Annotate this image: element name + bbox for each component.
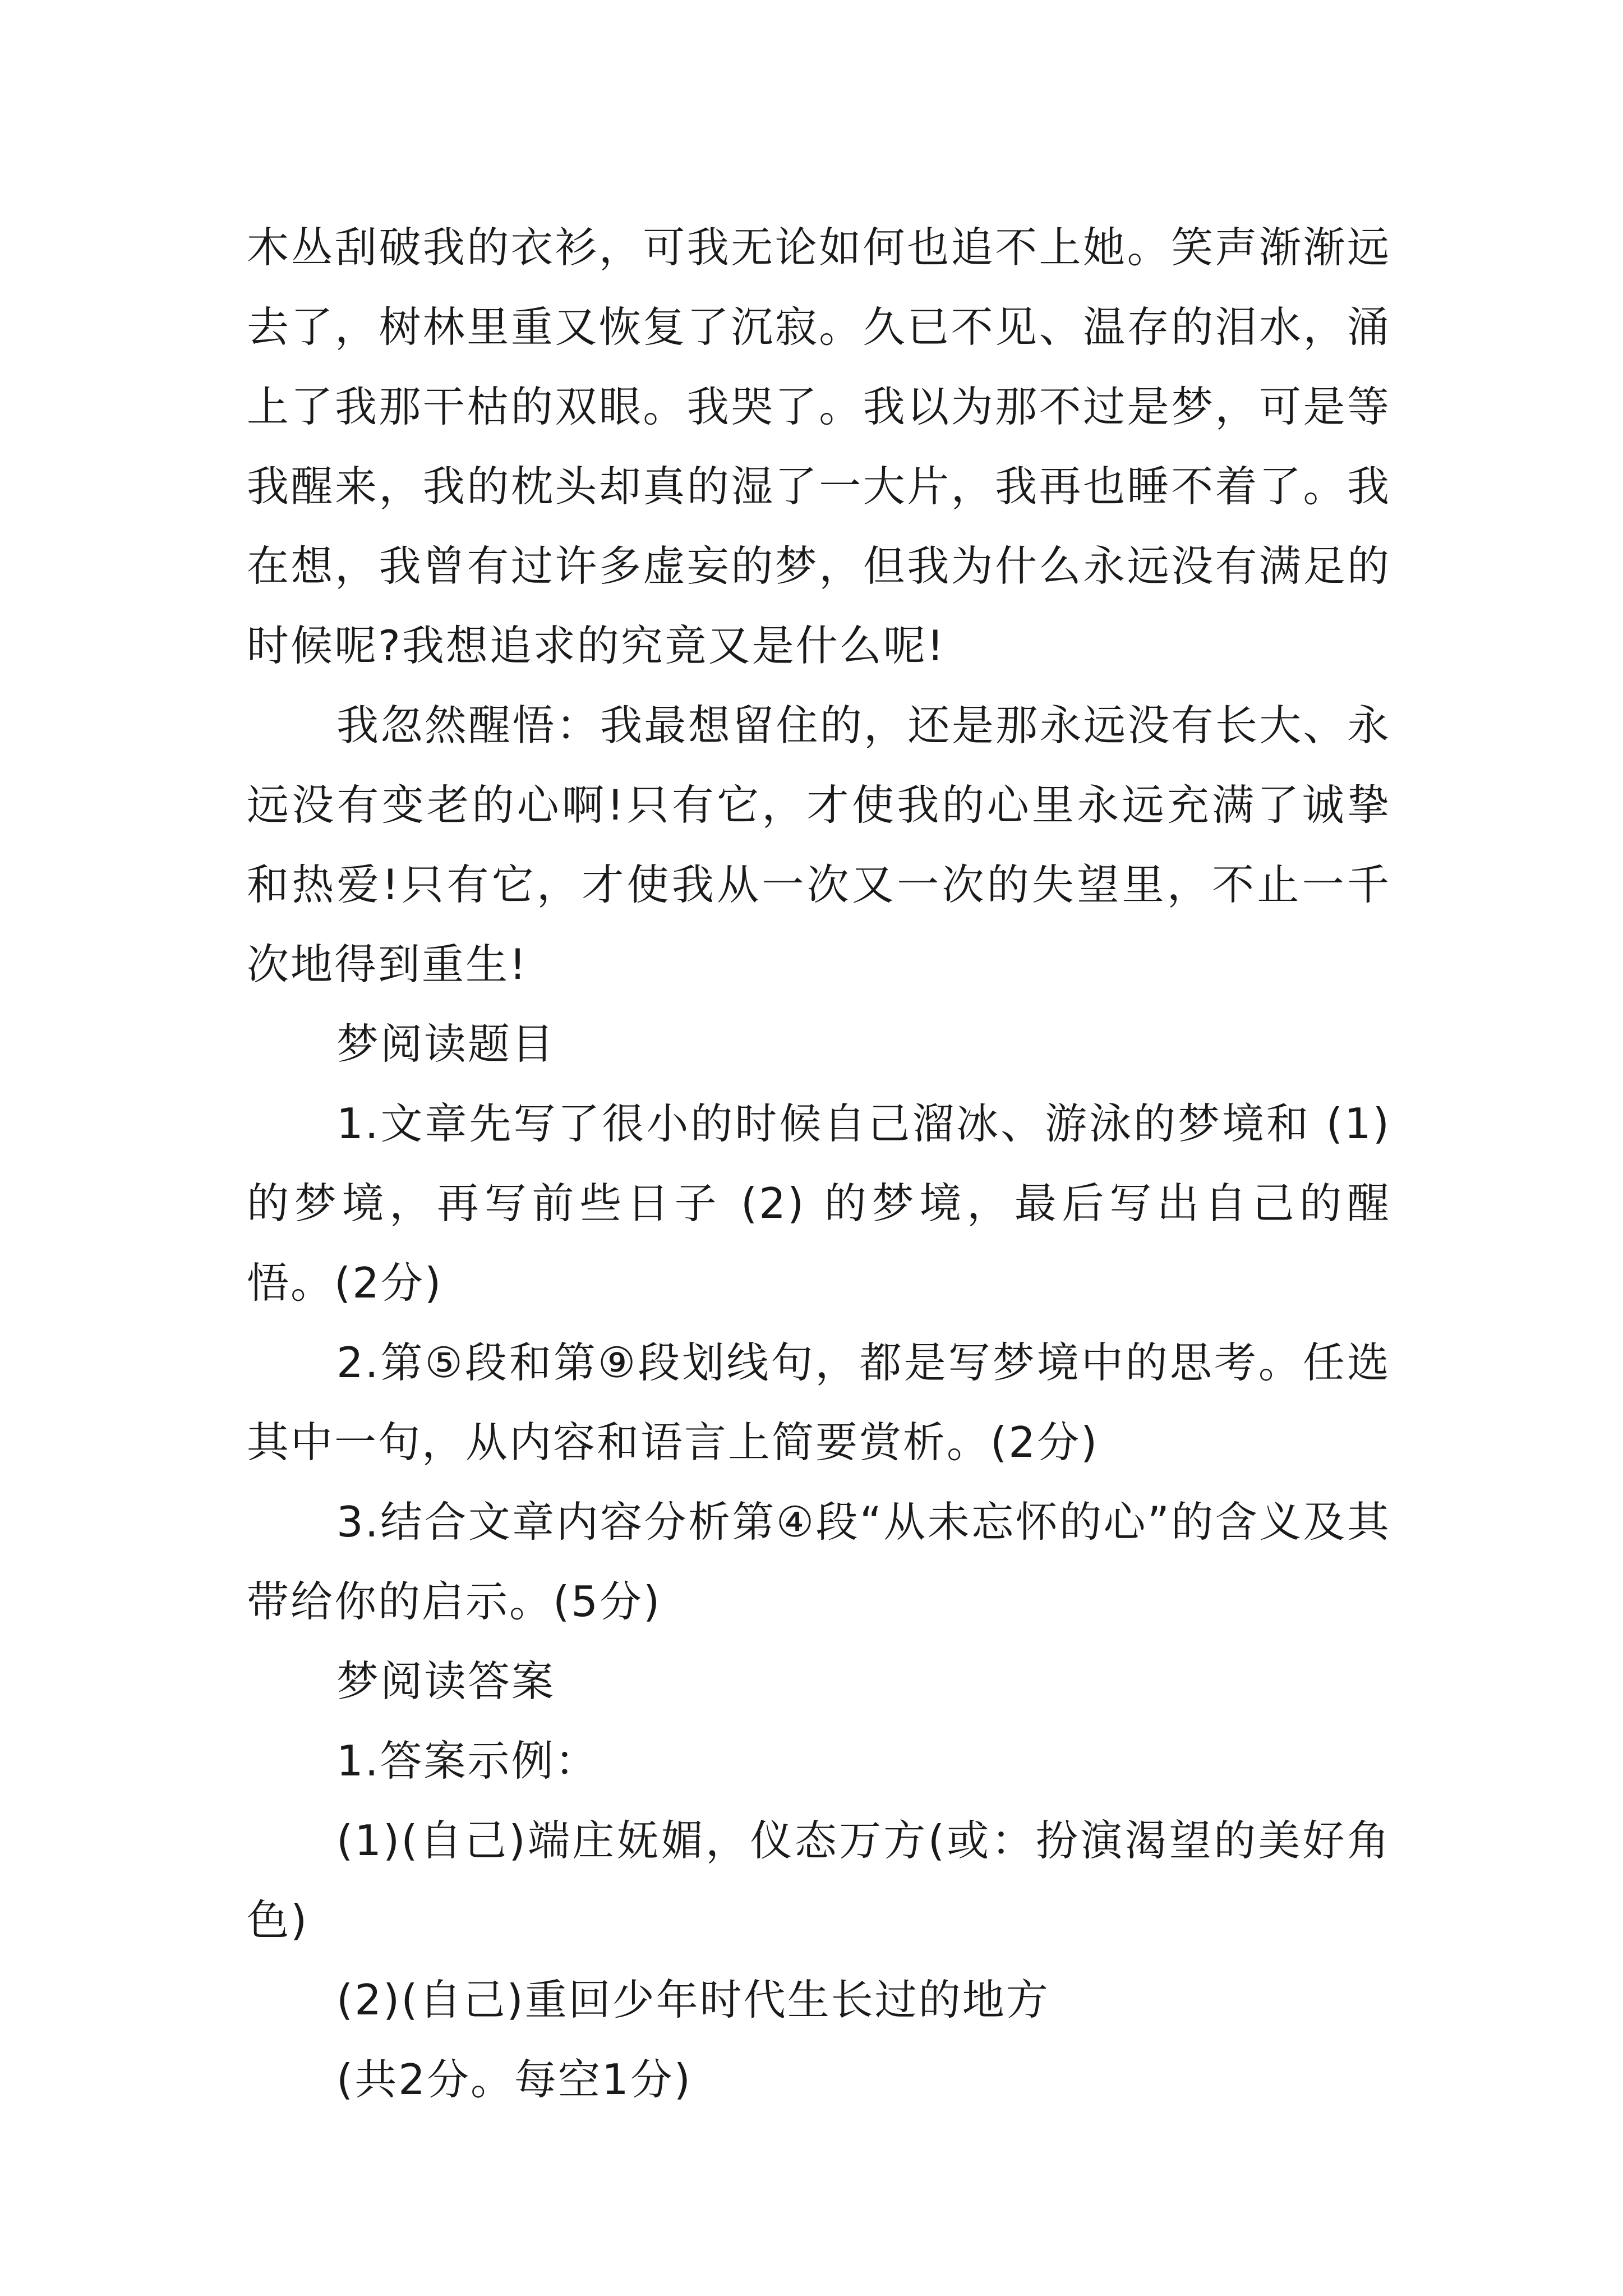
question-1: 1.文章先写了很小的时候自己溜冰、游泳的梦境和 (1) 的梦境，再写前些日子 (2) 的梦境，最后写出自己的醒悟。(2分)	[247, 1099, 1391, 1308]
question-3: 3.结合文章内容分析第④段“从未忘怀的心”的含义及其带给你的启示。(5分)	[247, 1497, 1391, 1626]
answer-1-scoring: (共2分。每空1分)	[336, 2055, 692, 2104]
section-heading-questions: 梦阅读题目	[336, 1019, 556, 1069]
question-2: 2.第⑤段和第⑨段划线句，都是写梦境中的思考。任选其中一句，从内容和语言上简要赏析。(2分)	[247, 1338, 1391, 1467]
paragraph-awakening: 我忽然醒悟：我最想留住的，还是那永远没有长大、永远没有变老的心啊!只有它，才使我的心里永远充满了诚挚和热爱!只有它，才使我从一次又一次的失望里，不止一千次地得到重生!	[247, 701, 1391, 989]
section-heading-answers: 梦阅读答案	[336, 1657, 556, 1706]
answer-1-part-2: (2)(自己)重回少年时代生长过的地方	[336, 1975, 1050, 2024]
answer-1-intro: 1.答案示例：	[336, 1736, 599, 1786]
document-body	[247, 208, 1391, 2119]
paragraph-dream-continuation: 木丛刮破我的衣衫，可我无论如何也追不上她。笑声渐渐远去了，树林里重又恢复了沉寂。久已不见、温存的泪水，涌上了我那干枯的双眼。我哭了。我以为那不过是梦，可是等我醒来，我的枕头却真的湿了一大片，我再也睡不着了。我在想，我曾有过许多虚妄的梦，但我为什么永远没有满足的时候呢?我想追求的究竟又是什么呢!	[247, 223, 1391, 670]
answer-1-part-1: (1)(自己)端庄妩媚，仪态万方(或：扮演渴望的美好角色)	[247, 1816, 1391, 1945]
